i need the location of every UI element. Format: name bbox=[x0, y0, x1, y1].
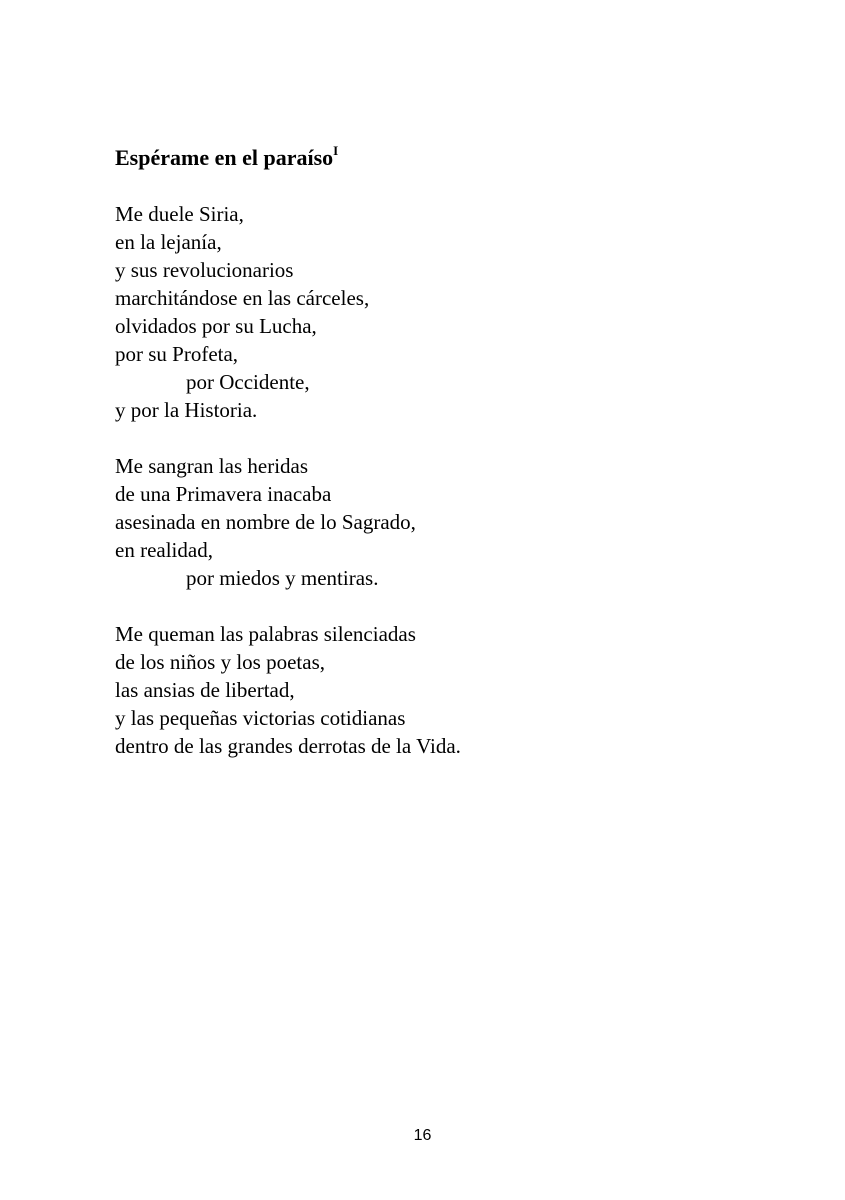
poem-title bbox=[115, 138, 795, 178]
poem-line: y por la Historia. bbox=[115, 398, 258, 422]
poem-line: asesinada en nombre de lo Sagrado, bbox=[115, 510, 416, 534]
poem-line: las ansias de libertad, bbox=[115, 678, 295, 702]
poem-line: Me sangran las heridas bbox=[115, 454, 309, 478]
poem-line: en la lejanía, bbox=[115, 230, 222, 254]
poem-line: por su Profeta, bbox=[115, 342, 239, 366]
poem bbox=[115, 138, 795, 788]
stanza bbox=[115, 200, 795, 424]
poem-line: y sus revolucionarios bbox=[115, 258, 294, 282]
poem-line: Me duele Siria, bbox=[115, 202, 244, 226]
page-number: 16 bbox=[413, 1127, 432, 1144]
footnote-marker: I bbox=[333, 143, 339, 158]
poem-line: por Occidente, bbox=[186, 370, 310, 394]
poem-line: Me queman las palabras silenciadas bbox=[115, 622, 416, 646]
poem-title-text: Espérame en el paraíso bbox=[115, 145, 334, 170]
poem-line: en realidad, bbox=[115, 538, 213, 562]
poem-line: y las pequeñas victorias cotidianas bbox=[115, 706, 406, 730]
stanza bbox=[115, 620, 795, 760]
poem-line: olvidados por su Lucha, bbox=[115, 314, 317, 338]
poem-line: por miedos y mentiras. bbox=[186, 566, 379, 590]
poem-line: dentro de las grandes derrotas de la Vida. bbox=[115, 734, 461, 758]
poem-line: de una Primavera inacaba bbox=[115, 482, 332, 506]
stanza bbox=[115, 452, 795, 592]
poem-stanzas bbox=[115, 200, 795, 760]
poem-line: marchitándose en las cárceles, bbox=[115, 286, 370, 310]
poem-line: de los niños y los poetas, bbox=[115, 650, 325, 674]
